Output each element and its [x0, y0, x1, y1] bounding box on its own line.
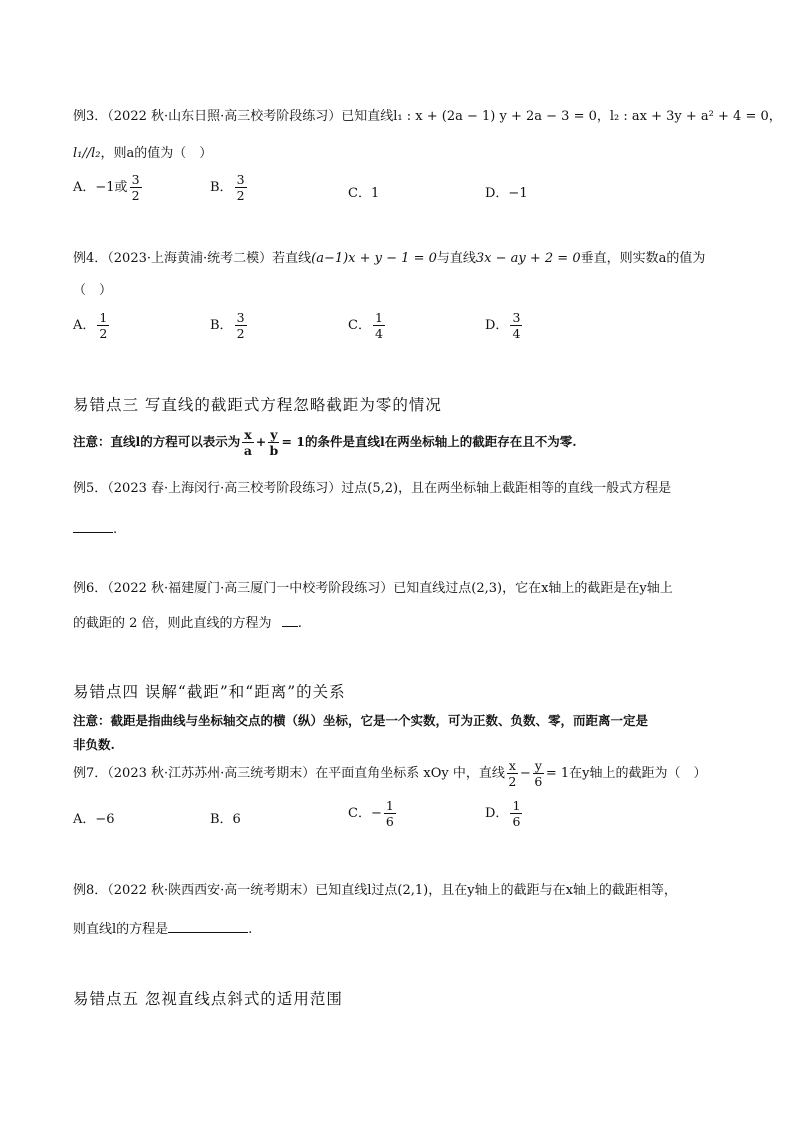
answer-blank	[282, 612, 298, 627]
example-3-question: ，则a的值为（ ）	[100, 146, 213, 161]
example-3-line-2	[73, 145, 212, 163]
option-d-denominator: 6	[512, 814, 521, 829]
option-a-label: A．	[73, 318, 96, 333]
option-c-denominator: 4	[374, 326, 383, 341]
example-4-option-b	[210, 310, 249, 341]
example-4-line1-expr: (a−1)x + y − 1 = 0	[311, 251, 437, 266]
example-4-prefix: 例4．（2023·上海黄浦·统考二模）若直线	[73, 251, 312, 266]
option-b-fraction	[235, 310, 247, 341]
example-8-line-2	[73, 918, 252, 939]
answer-blank	[168, 918, 248, 933]
option-a-numerator: 1	[99, 310, 108, 325]
option-c-label: C．	[348, 318, 371, 333]
example-8-end: .	[248, 922, 253, 937]
fraction-x-denominator: 2	[508, 774, 517, 789]
example-3-l2: l₂ : ax + 3y + a² + 4 = 0，	[609, 109, 782, 124]
option-d-numerator: 3	[512, 310, 521, 325]
example-5-answer-line	[73, 518, 117, 539]
fraction-y-numerator: y	[534, 758, 542, 773]
option-a-numerator: 3	[131, 172, 140, 187]
option-b-label: B．	[210, 180, 233, 195]
example-4-mid: 与直线	[436, 251, 476, 266]
section-3-note	[73, 427, 577, 458]
example-7-option-b: B．6	[210, 812, 241, 827]
option-a-prefix: −1或	[95, 180, 128, 195]
example-4-line2-expr: 3x − ay + 2 = 0	[475, 251, 581, 266]
fraction-x-numerator: x	[508, 758, 516, 773]
option-d-numerator: 1	[512, 798, 521, 813]
example-6-end: .	[297, 616, 302, 631]
option-d-denominator: 4	[512, 326, 521, 341]
example-7-suffix: = 1在y轴上的截距为（ ）	[545, 766, 707, 781]
option-a-fraction	[97, 310, 109, 341]
example-8-line-1: 例8．（2022 秋·陕西西安·高一统考期末）已知直线l过点(2,1)，且在y轴上的截距与在x轴上的截距相等，	[73, 883, 677, 898]
option-b-denominator: 2	[236, 188, 245, 203]
example-4-suffix: 垂直，则实数a的值为	[580, 251, 706, 266]
example-3-line-1	[73, 108, 782, 126]
option-b-numerator: 3	[236, 310, 245, 325]
example-3-condition: l₁//l₂	[73, 146, 101, 161]
section-4-note-line-1: 注意：截距是指曲线与坐标轴交点的横（纵）坐标，它是一个实数，可为正数、负数、零，而距离一定是	[73, 713, 649, 728]
example-8-question: 则直线l的方程是	[73, 922, 169, 937]
option-d-fraction	[510, 798, 522, 829]
option-c-numerator: 1	[385, 798, 394, 813]
note-suffix: = 1的条件是直线l在两坐标轴上的截距存在且不为零.	[281, 434, 577, 449]
example-3-separator: ，	[596, 109, 610, 124]
section-4-note-line-2: 非负数.	[73, 737, 115, 752]
example-4-line-1	[73, 250, 705, 268]
option-c-numerator: 1	[374, 310, 383, 325]
note-plus: +	[255, 434, 267, 449]
example-3-option-b	[210, 172, 249, 203]
option-c-fraction	[373, 310, 385, 341]
note-fraction-y-b	[268, 427, 279, 458]
example-4-option-a	[73, 310, 111, 341]
example-7-prefix: 例7．（2023 秋·江苏苏州·高三统考期末）在平面直角坐标系 xOy 中，直线	[73, 766, 505, 781]
section-5-heading: 易错点五 忽视直线点斜式的适用范围	[73, 990, 343, 1008]
option-a-denominator: 2	[131, 188, 140, 203]
example-3-l1: l₁ : x + (2a − 1) y + 2a − 3 = 0	[393, 109, 597, 124]
example-3-option-d: D．−1	[485, 186, 528, 201]
note-prefix: 注意：直线l的方程可以表示为	[73, 434, 241, 449]
example-5-text: 例5．（2023 春·上海闵行·高三校考阶段练习）过点(5,2)，且在两坐标轴上截距相等的直线一般式方程是	[73, 481, 672, 496]
section-3-heading: 易错点三 写直线的截距式方程忽略截距为零的情况	[73, 396, 442, 414]
example-7-line	[73, 758, 707, 789]
option-c-label: C．−	[348, 806, 382, 821]
option-b-denominator: 2	[236, 326, 245, 341]
example-4-option-d	[485, 310, 524, 341]
example-5-end: .	[113, 522, 118, 537]
example-7-option-d	[485, 798, 524, 829]
example-6-line-1: 例6．（2022 秋·福建厦门·高三厦门一中校考阶段练习）已知直线过点(2,3)，它在x轴上的截距是在y轴上	[73, 581, 673, 596]
option-b-numerator: 3	[236, 172, 245, 187]
option-b-label: B．	[210, 318, 233, 333]
example-7-option-c	[348, 798, 398, 829]
option-d-label: D．	[485, 318, 509, 333]
example-3-option-a	[73, 172, 144, 203]
note-fraction-1-denominator: a	[243, 443, 253, 458]
example-7-fraction-y	[533, 758, 544, 789]
answer-blank	[73, 518, 113, 533]
note-fraction-2-numerator: y	[270, 427, 278, 442]
example-4-option-c	[348, 310, 387, 341]
option-d-fraction	[510, 310, 522, 341]
example-7-minus: −	[519, 766, 531, 781]
option-a-fraction	[130, 172, 142, 203]
option-c-fraction	[384, 798, 396, 829]
option-a-label: A．	[73, 180, 96, 195]
fraction-y-denominator: 6	[534, 774, 543, 789]
example-3-option-c: C．1	[348, 186, 380, 201]
option-c-denominator: 6	[385, 814, 394, 829]
example-7-option-a: A．−6	[73, 812, 115, 827]
example-7-fraction-x	[507, 758, 518, 789]
example-3-prefix: 例3．（2022 秋·山东日照·高三校考阶段练习）已知直线	[73, 109, 394, 124]
note-fraction-x-a	[242, 427, 253, 458]
section-4-heading: 易错点四 误解“截距”和“距离”的关系	[73, 683, 346, 701]
note-fraction-2-denominator: b	[269, 443, 279, 458]
example-4-paren: （ ）	[73, 283, 113, 298]
note-fraction-1-numerator: x	[244, 427, 252, 442]
option-b-fraction	[235, 172, 247, 203]
option-a-denominator: 2	[99, 326, 108, 341]
example-6-question: 的截距的 2 倍，则此直线的方程为	[73, 616, 272, 631]
example-6-line-2	[73, 612, 302, 633]
option-d-label: D．	[485, 806, 509, 821]
